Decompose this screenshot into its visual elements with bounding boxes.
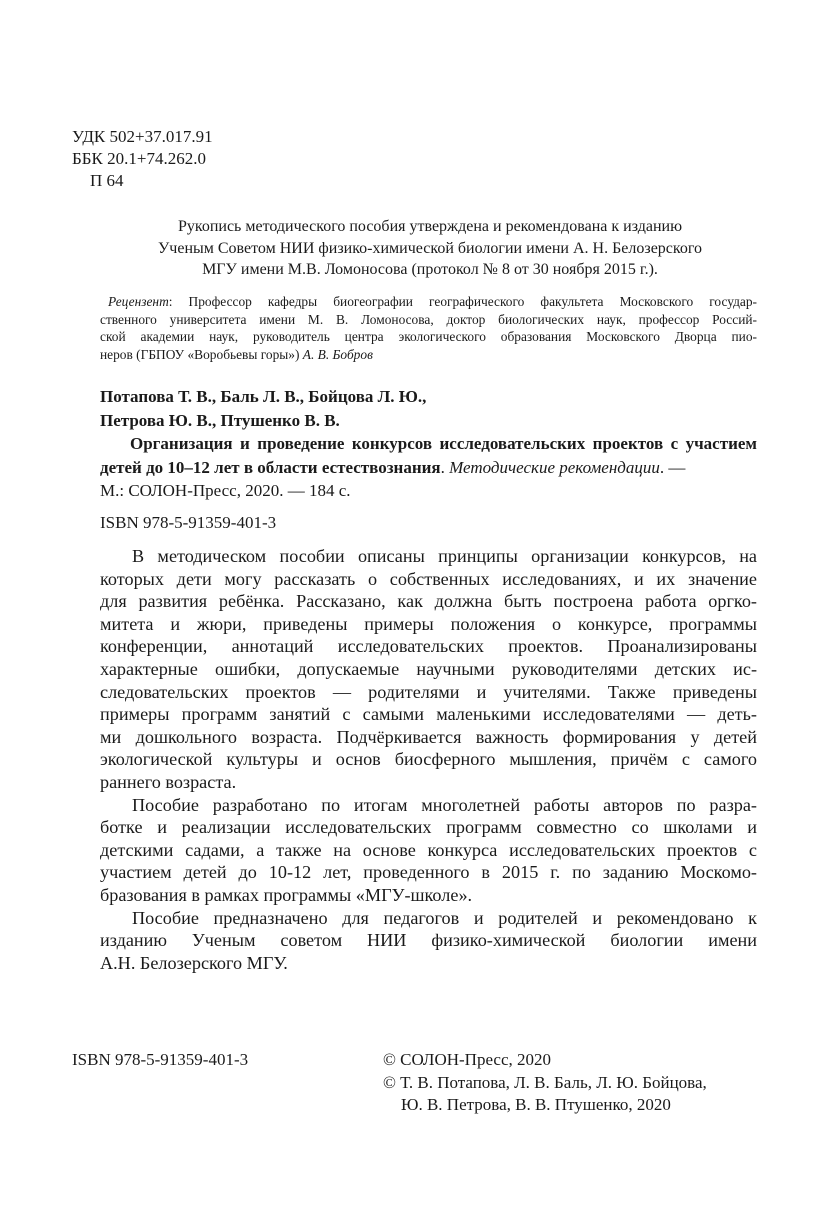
approval-line-1: Рукопись методического пособия утверждена и рекомендована к изданию bbox=[177, 218, 683, 235]
copyright-publisher: © СОЛОН-Пресс, 2020 bbox=[383, 1050, 552, 1069]
approval-notice bbox=[100, 216, 760, 281]
author-mark: П 64 bbox=[90, 171, 124, 190]
copyright-authors-line-1: © Т. В. Потапова, Л. В. Баль, Л. Ю. Бойцова, bbox=[383, 1072, 707, 1092]
reviewer-line-1-text: : Профессор кафедры биогеографии географического факультета Московского государ- bbox=[168, 294, 757, 309]
abstract-line: Пособие предназначено для педагогов и родителей и рекомендовано к bbox=[132, 907, 757, 928]
authors-line-2: Петрова Ю. В., Птушенко В. В. bbox=[100, 410, 340, 430]
book-subtitle: Методические рекомендации bbox=[449, 457, 660, 477]
abstract-line: изданию Ученым советом НИИ физико-химической биологии имени bbox=[100, 930, 757, 951]
book-title-separator: . bbox=[440, 457, 450, 477]
publisher-line: М.: СОЛОН-Пресс, 2020. — 184 с. bbox=[100, 481, 351, 500]
book-title-line-1 bbox=[100, 432, 757, 456]
classification-codes bbox=[72, 126, 213, 192]
reviewer-line-3: ской академии наук, руководитель центра экологического образования Московского Дворца пио- bbox=[100, 329, 757, 345]
abstract bbox=[100, 545, 757, 974]
book-title-line-2-bold: детей до 10–12 лет в области естествознания bbox=[100, 457, 441, 477]
abstract-line: участием детей до 10-12 лет, проведенного в 2015 г. по заданию Москомо- bbox=[100, 862, 757, 883]
abstract-line: конференции, аннотаций исследовательских проектов. Проанализированы bbox=[100, 636, 757, 657]
abstract-line: А.Н. Белозерского МГУ. bbox=[100, 952, 288, 973]
reviewer-block bbox=[100, 293, 757, 363]
book-title-line-2 bbox=[100, 456, 757, 480]
copyright-authors-line-2: Ю. В. Петрова, В. В. Птушенко, 2020 bbox=[401, 1095, 671, 1114]
abstract-line: митета и жюри, приведены примеры положения о конкурсе, программы bbox=[100, 613, 757, 634]
abstract-line: примеры программ занятий с самыми маленькими исследователями — деть- bbox=[100, 704, 757, 725]
reviewer-line-2: ственного университета имени М. В. Ломоносова, доктор биологических наук, профессор Россий- bbox=[100, 311, 757, 327]
abstract-line: характерные ошибки, допускаемые научными руководителями детских ис- bbox=[100, 658, 757, 679]
udk-code: УДК 502+37.017.91 bbox=[72, 127, 213, 146]
copyright-block bbox=[383, 1049, 707, 1117]
reviewer-name: А. В. Бобров bbox=[302, 346, 373, 362]
bbk-code: ББК 20.1+74.262.0 bbox=[72, 149, 206, 168]
book-title-line-1-text: Организация и проведение конкурсов исследовательских проектов с участием bbox=[130, 434, 757, 453]
authors-line-1: Потапова Т. В., Баль Л. В., Бойцова Л. Ю., bbox=[100, 387, 427, 406]
abstract-line: следовательских проектов — родителями и учителями. Также приведены bbox=[100, 681, 757, 702]
reviewer-line-4 bbox=[100, 346, 757, 364]
abstract-line: Пособие разработано по итогам многолетней работы авторов по разра- bbox=[132, 794, 757, 815]
abstract-line: для развития ребёнка. Рассказано, как должна быть построена работа оргко- bbox=[100, 591, 757, 612]
reviewer-label: Рецензент bbox=[108, 294, 169, 309]
bibliographic-record bbox=[100, 385, 757, 503]
isbn-top: ISBN 978-5-91359-401-3 bbox=[100, 513, 277, 532]
reviewer-line-1 bbox=[100, 293, 757, 311]
abstract-line: которых дети могу рассказать о собственных исследованиях, и их значение bbox=[100, 568, 757, 589]
abstract-line: раннего возраста. bbox=[100, 771, 237, 792]
approval-line-3: МГУ имени М.В. Ломоносова (протокол № 8 от 30 ноября 2015 г.). bbox=[202, 261, 658, 278]
abstract-line: В методическом пособии описаны принципы организации конкурсов, на bbox=[132, 546, 757, 566]
isbn-footer: ISBN 978-5-91359-401-3 bbox=[72, 1050, 249, 1069]
book-title-end: . — bbox=[659, 457, 686, 477]
abstract-line: ми дошкольного возраста. Подчёркивается важность формирования у детей bbox=[100, 726, 757, 747]
abstract-line: бразования в рамках программы «МГУ-школе». bbox=[100, 884, 473, 905]
abstract-line: детскими садами, а также на основе конкурса исследовательских проектов с bbox=[100, 839, 757, 860]
abstract-line: ботке и реализации исследовательских программ совместно со школами и bbox=[100, 817, 757, 838]
reviewer-line-4-text: неров (ГБПОУ «Воробьевы горы») bbox=[100, 346, 300, 362]
approval-line-2: Ученым Советом НИИ физико-химической биологии имени А. Н. Белозерского bbox=[157, 239, 703, 257]
abstract-line: экологической культуры и основ биосферного мышления, причём с самого bbox=[100, 749, 757, 770]
